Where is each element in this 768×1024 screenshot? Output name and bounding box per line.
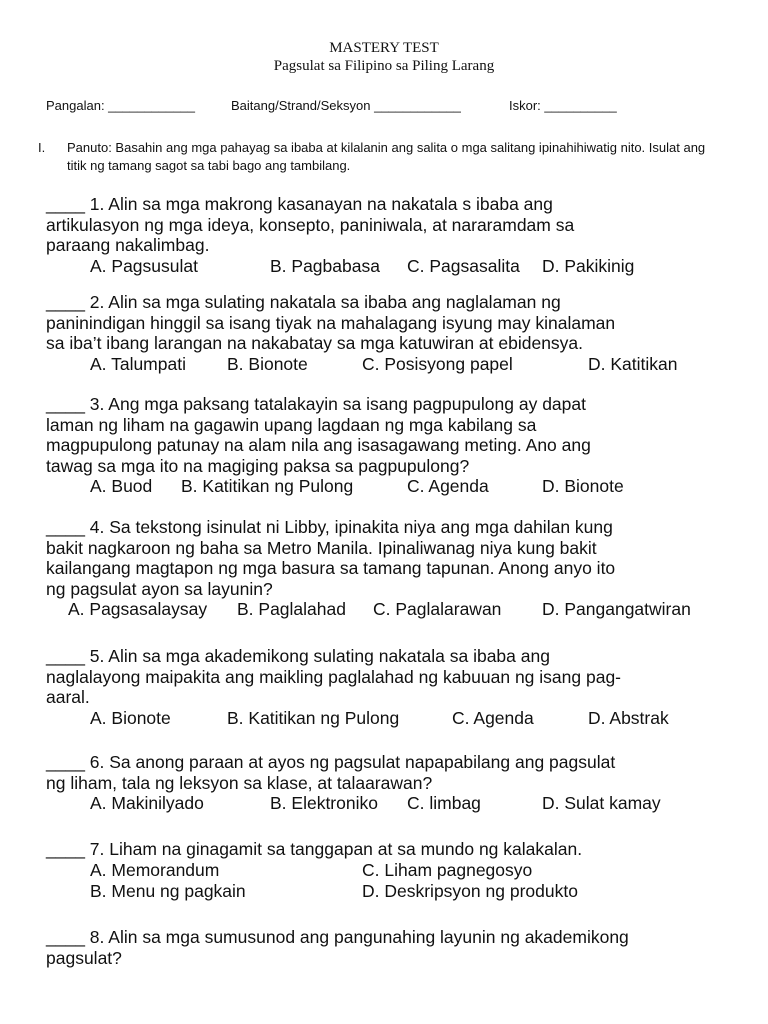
score-field: Iskor: __________ bbox=[509, 98, 617, 113]
choice-d: D. Sulat kamay bbox=[542, 793, 661, 813]
question-stem-line: bakit nagkaroon ng baha sa Metro Manila. Ipinaliwanag niya kung bakit bbox=[46, 537, 597, 558]
instructions-text: Panuto: Basahin ang mga pahayag sa ibaba at kilalanin ang salita o mga salitang ipinahihiwatig nito. Isulat ang titik ng tamang sagot sa tabi bago ang tambilang. bbox=[67, 140, 706, 173]
choice-b: B. Pagbabasa bbox=[270, 255, 380, 276]
choice-d: D. Bionote bbox=[542, 476, 624, 496]
question-stem-line: ____ 1. Alin sa mga makrong kasanayan na nakatala s ibaba ang bbox=[46, 194, 553, 214]
question-stem-line: ____ 3. Ang mga paksang tatalakayin sa isang pagpupulong ay dapat bbox=[46, 394, 586, 414]
choice-row bbox=[46, 860, 736, 881]
question-2 bbox=[46, 292, 736, 375]
question-stem-line: ____ 7. Liham na ginagamit sa tanggapan at sa mundo ng kalakalan. bbox=[46, 839, 583, 859]
question-stem-line: ____ 2. Alin sa mga sulating nakatala sa ibaba ang naglalaman ng bbox=[46, 292, 561, 312]
question-stem-line: ____ 8. Alin sa mga sumusunod ang pangunahing layunin ng akademikong bbox=[46, 927, 629, 947]
question-5 bbox=[46, 646, 736, 729]
choice-row bbox=[46, 708, 736, 729]
test-subtitle: Pagsulat sa Filipino sa Piling Larang bbox=[273, 58, 495, 74]
question-7 bbox=[46, 839, 736, 902]
choice-a: A. Memorandum bbox=[90, 859, 220, 880]
choice-a: A. Pagsusulat bbox=[90, 255, 198, 276]
question-stem-line: ____ 5. Alin sa mga akademikong sulating nakatala sa ibaba ang bbox=[46, 646, 550, 666]
question-stem-line: pagsulat? bbox=[46, 947, 122, 968]
choice-d: D. Deskripsyon ng produkto bbox=[362, 880, 578, 901]
choice-b: B. Katitikan ng Pulong bbox=[227, 707, 400, 728]
choice-b: B. Paglalahad bbox=[237, 599, 346, 619]
question-4 bbox=[46, 517, 736, 620]
choice-c: C. Agenda bbox=[407, 476, 489, 496]
choice-a: A. Bionote bbox=[90, 707, 171, 728]
choice-c: C. Posisyong papel bbox=[362, 353, 513, 374]
choice-c: C. Paglalarawan bbox=[373, 599, 502, 619]
choice-d: D. Pangangatwiran bbox=[542, 599, 691, 619]
choice-row bbox=[46, 599, 736, 620]
choice-row bbox=[46, 354, 736, 375]
question-stem-line: kailangang magtapon ng mga basura sa tamang tapunan. Anong anyo ito bbox=[46, 558, 616, 578]
section-number: I. bbox=[38, 140, 46, 155]
choice-c: C. Pagsasalita bbox=[407, 255, 520, 276]
question-stem-line: tawag sa mga ito na magiging paksa sa pagpupulong? bbox=[46, 455, 470, 476]
choice-a: A. Pagsasalaysay bbox=[68, 599, 208, 619]
choice-row bbox=[46, 256, 736, 277]
question-6 bbox=[46, 752, 736, 814]
grade-strand-section-field: Baitang/Strand/Seksyon ____________ bbox=[231, 98, 461, 113]
question-stem-line: aaral. bbox=[46, 687, 90, 707]
choice-b: B. Menu ng pagkain bbox=[90, 880, 246, 901]
question-1 bbox=[46, 194, 736, 277]
choice-row bbox=[46, 476, 736, 497]
choice-d: D. Pakikinig bbox=[542, 255, 635, 276]
choice-row bbox=[46, 793, 736, 814]
choice-row bbox=[46, 881, 736, 902]
choice-a: A. Buod bbox=[90, 476, 153, 496]
question-stem-line: artikulasyon ng mga ideya, konsepto, paniniwala, at nararamdam sa bbox=[46, 214, 575, 235]
choice-b: B. Katitikan ng Pulong bbox=[181, 476, 354, 496]
choice-d: D. Abstrak bbox=[588, 707, 669, 728]
choice-d: D. Katitikan bbox=[588, 353, 678, 374]
question-stem-line: paraang nakalimbag. bbox=[46, 235, 210, 255]
name-field: Pangalan: ____________ bbox=[46, 98, 195, 113]
question-stem-line: naglalayong maipakita ang maikling paglalahad ng kabuuan ng isang pag- bbox=[46, 666, 622, 687]
choice-c: C. limbag bbox=[407, 793, 481, 813]
question-3 bbox=[46, 394, 736, 497]
question-stem-line: ____ 4. Sa tekstong isinulat ni Libby, ipinakita niya ang mga dahilan kung bbox=[46, 517, 613, 537]
question-stem-line: ____ 6. Sa anong paraan at ayos ng pagsulat napapabilang ang pagsulat bbox=[46, 752, 616, 772]
question-stem-line: ng liham, tala ng leksyon sa klase, at talaarawan? bbox=[46, 772, 433, 793]
question-8 bbox=[46, 927, 736, 968]
question-stem-line: paninindigan hinggil sa isang tiyak na mahalagang isyung may kinalaman bbox=[46, 312, 616, 333]
question-stem-line: magpupulong patunay na alam nila ang isasagawang meting. Ano ang bbox=[46, 435, 591, 455]
question-stem-line: laman ng liham na gagawin upang lagdaan ng mga kabilang sa bbox=[46, 414, 537, 435]
question-stem-line: sa iba’t ibang larangan na nakabatay sa mga katuwiran at ebidensya. bbox=[46, 333, 584, 353]
choice-a: A. Talumpati bbox=[90, 353, 186, 374]
choice-c: C. Agenda bbox=[452, 707, 534, 728]
test-title: MASTERY TEST bbox=[329, 40, 439, 56]
choice-a: A. Makinilyado bbox=[90, 793, 204, 813]
choice-c: C. Liham pagnegosyo bbox=[362, 859, 533, 880]
choice-b: B. Bionote bbox=[227, 353, 308, 374]
choice-b: B. Elektroniko bbox=[270, 793, 378, 813]
question-stem-line: ng pagsulat ayon sa layunin? bbox=[46, 578, 273, 599]
